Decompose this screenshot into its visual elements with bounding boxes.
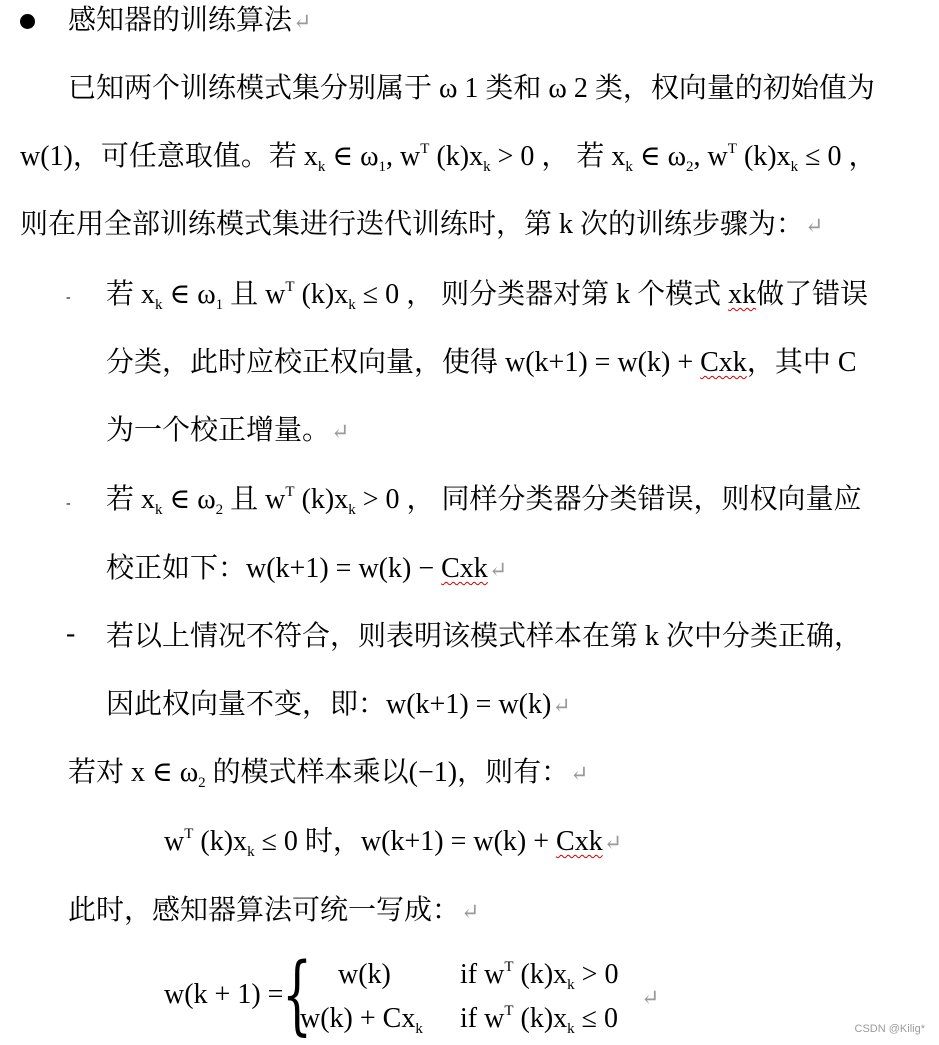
paragraph-line bbox=[68, 72, 875, 106]
equation-end bbox=[640, 980, 659, 1015]
superscript: T bbox=[727, 141, 737, 157]
math-run: (k)x bbox=[200, 826, 248, 857]
superscript: T bbox=[184, 826, 194, 842]
math-run: (k)x bbox=[301, 279, 349, 310]
text-run: > 0 ， 同样分类器分类错误，则权向量应 bbox=[362, 484, 862, 515]
equation-lhs bbox=[164, 978, 283, 1012]
subscript: 1 bbox=[215, 297, 224, 313]
math-run: ∈ ω bbox=[639, 141, 687, 172]
subscript: k bbox=[567, 1021, 575, 1037]
list-item-line bbox=[106, 346, 857, 380]
text-run: 若以上情况不符合，则表明该模式样本在第 k 次中分类正确， bbox=[106, 621, 863, 652]
spellcheck-word: Cxk bbox=[556, 826, 603, 857]
superscript: T bbox=[420, 141, 430, 157]
superscript: T bbox=[285, 279, 295, 295]
text-run: 且 w bbox=[230, 484, 286, 515]
text-run: ，其中 C bbox=[746, 347, 857, 378]
math-run: (k)x bbox=[301, 484, 349, 515]
watermark: CSDN @Kilig* bbox=[854, 1023, 925, 1035]
list-dash: - bbox=[66, 618, 76, 649]
paragraph-mark: ↵ bbox=[461, 899, 480, 924]
equation-case-1-value bbox=[338, 958, 391, 992]
text-run: ≤ 0 ， 则分类器对第 k 个模式 bbox=[362, 279, 722, 310]
math-run: > 0 ， 若 x bbox=[497, 141, 626, 172]
math-run: , w bbox=[693, 141, 728, 172]
text-run: 且 w bbox=[230, 279, 286, 310]
math-run: ∈ ω bbox=[332, 141, 379, 172]
math-run: ≤ 0 bbox=[581, 1003, 619, 1034]
text-run: 此时，感知器算法可统一写成： bbox=[68, 895, 461, 926]
math-run: (k)x bbox=[743, 141, 791, 172]
math-run: w(k) bbox=[338, 959, 391, 990]
list-dash: - bbox=[66, 290, 71, 305]
subscript: k bbox=[155, 297, 163, 313]
paragraph-mark: ↵ bbox=[603, 830, 623, 855]
list-item-line bbox=[106, 688, 571, 723]
list-item-line bbox=[106, 414, 349, 449]
formula-line bbox=[164, 825, 622, 860]
superscript: T bbox=[504, 959, 514, 975]
equation-brace: { bbox=[282, 945, 313, 1045]
text-run: w(1)，可任意取值。若 x bbox=[20, 141, 318, 172]
list-item-line bbox=[106, 483, 862, 517]
text-run: 校正如下：w(k+1) = w(k) − bbox=[106, 553, 435, 584]
paragraph-mark: ↵ bbox=[805, 213, 824, 238]
subscript: k bbox=[567, 977, 575, 993]
math-run: (k)x bbox=[520, 1003, 568, 1034]
text-run: 为一个校正增量。 bbox=[106, 415, 331, 446]
paragraph-mark: ↵ bbox=[488, 557, 508, 582]
paragraph-mark: ↵ bbox=[641, 985, 660, 1010]
paragraph-line bbox=[20, 208, 823, 243]
subscript: k bbox=[790, 159, 799, 175]
math-run: w bbox=[164, 826, 185, 857]
math-run: (k)x bbox=[520, 959, 568, 990]
subscript: k bbox=[483, 159, 491, 175]
list-dash: - bbox=[66, 496, 71, 511]
text-run: 因此权向量不变，即：w(k+1) = w(k) bbox=[106, 689, 552, 720]
math-run: if w bbox=[460, 959, 505, 990]
paragraph-mark: ↵ bbox=[570, 761, 589, 786]
equation-case-2-value bbox=[300, 1002, 423, 1036]
paragraph-mark: ↵ bbox=[293, 9, 312, 34]
list-item-line bbox=[106, 552, 507, 587]
paragraph-line bbox=[68, 756, 589, 791]
paragraph-mark: ↵ bbox=[331, 419, 350, 444]
superscript: T bbox=[504, 1003, 514, 1019]
subscript: k bbox=[247, 844, 255, 860]
spellcheck-word: xk bbox=[728, 279, 757, 310]
subscript: 2 bbox=[686, 159, 694, 175]
text-run: 若 x bbox=[106, 279, 156, 310]
subscript: k bbox=[155, 502, 163, 518]
paragraph-mark: ↵ bbox=[552, 693, 571, 718]
text-run: 若 x bbox=[106, 484, 156, 515]
subscript: k bbox=[317, 159, 326, 175]
subscript: k bbox=[415, 1021, 423, 1037]
math-run: if w bbox=[460, 1003, 505, 1034]
text-run: 做了错误 bbox=[756, 279, 869, 310]
heading-perceptron-algorithm bbox=[68, 4, 311, 39]
subscript: 2 bbox=[198, 775, 206, 791]
paragraph-line bbox=[20, 140, 876, 174]
subscript: k bbox=[348, 502, 356, 518]
subscript: k bbox=[625, 159, 633, 175]
heading-text: 感知器的训练算法 bbox=[68, 5, 293, 36]
text-run: 已知两个训练模式集分别属于 ω 1 类和 ω 2 类，权向量的初始值为 bbox=[68, 73, 875, 104]
spellcheck-word: Cxk bbox=[441, 553, 488, 584]
text-run: ≤ 0 时，w(k+1) = w(k) + bbox=[261, 826, 550, 857]
equation-case-1-condition bbox=[460, 958, 618, 992]
subscript: 1 bbox=[378, 159, 387, 175]
math-run: w(k) + Cx bbox=[300, 1003, 416, 1034]
math-run: ∈ ω bbox=[169, 484, 216, 515]
math-run: (k)x bbox=[436, 141, 484, 172]
bullet-dot bbox=[20, 14, 35, 29]
list-item-line bbox=[106, 278, 868, 312]
subscript: 2 bbox=[215, 502, 224, 518]
math-run: 若对 x ∈ ω bbox=[68, 757, 199, 788]
paragraph-line bbox=[68, 894, 479, 929]
text-run: 分类，此时应校正权向量，使得 w(k+1) = w(k) + bbox=[106, 347, 694, 378]
math-run: w(k + 1) = bbox=[164, 979, 284, 1010]
list-item-line bbox=[106, 620, 862, 654]
equation-case-2-condition bbox=[460, 1002, 618, 1036]
subscript: k bbox=[348, 297, 356, 313]
superscript: T bbox=[285, 484, 295, 500]
text-run: 的模式样本乘以(−1)，则有： bbox=[212, 757, 570, 788]
text-run: 则在用全部训练模式集进行迭代训练时，第 k 次的训练步骤为： bbox=[20, 209, 805, 240]
math-run: ≤ 0 ， bbox=[805, 141, 877, 172]
math-run: , w bbox=[386, 141, 421, 172]
math-run: ∈ ω bbox=[169, 279, 216, 310]
math-run: > 0 bbox=[581, 959, 619, 990]
spellcheck-word: Cxk bbox=[700, 347, 747, 378]
